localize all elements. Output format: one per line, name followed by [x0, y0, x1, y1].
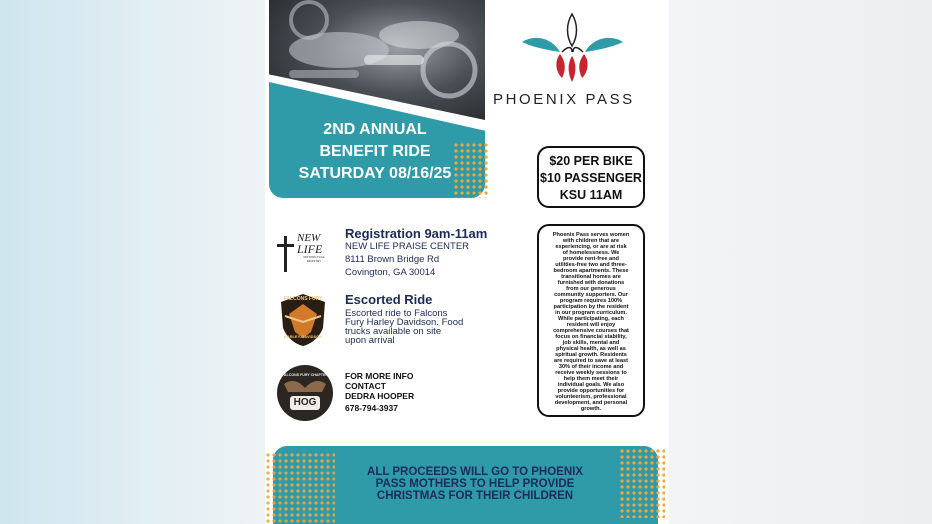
registration-heading: Registration 9am-11am — [345, 226, 488, 241]
about-line: job skills, mental and — [562, 340, 620, 346]
escort-desc-line: trucks available on site — [345, 326, 442, 337]
about-line: 30% of their income and — [558, 364, 624, 370]
about-line: in our program curriculum. — [555, 310, 627, 316]
about-line: are required to save at least — [554, 358, 628, 364]
about-line: While participating, each — [558, 316, 624, 322]
about-line: growth. — [580, 406, 602, 412]
escort-desc-line: Escorted ride to Falcons — [345, 308, 448, 319]
escort-desc-line: Fury Harley Davidson. Food — [345, 317, 464, 328]
escort-desc-line: upon arrival — [345, 335, 395, 346]
footer-line: CHRISTMAS FOR THEIR CHILDREN — [376, 490, 574, 502]
contact-line: DEDRA HOOPER — [345, 391, 415, 401]
about-line: of homelessness. We — [562, 250, 620, 256]
about-line: utilities-free two and three- — [555, 262, 627, 268]
about-line: transitional homes are — [561, 274, 621, 280]
event-title-line: 2ND ANNUAL — [323, 121, 427, 138]
about-line: volunteerism, professional — [555, 394, 627, 400]
venue-city: Covington, GA 30014 — [345, 267, 436, 278]
about-line: bedroom apartments. These — [553, 268, 629, 274]
about-line: Phoenix Pass serves women — [552, 232, 630, 238]
event-title — [275, 119, 475, 185]
brand-name: PHOENIX PASS — [493, 91, 635, 108]
about-line: provide rent-free and — [563, 256, 619, 262]
footer-line: PASS MOTHERS TO HELP PROVIDE — [375, 478, 575, 490]
contact-line: FOR MORE INFO — [345, 371, 414, 381]
hog-badge-icon — [276, 364, 334, 422]
footer-text — [305, 466, 645, 502]
falcon-shield-icon — [277, 292, 329, 348]
falcons-fury-logo-bottom: HARLEY-DAVIDSON — [283, 334, 323, 339]
about-line: comprehensive courses that — [553, 328, 629, 334]
price-line: KSU 11AM — [559, 188, 623, 202]
venue-name: NEW LIFE PRAISE CENTER — [345, 241, 470, 252]
falcons-fury-logo-top: FALCONS FURY — [283, 296, 323, 302]
cross-icon — [275, 230, 330, 276]
event-title-line: BENEFIT RIDE — [319, 143, 431, 160]
about-line: with children that are — [562, 238, 620, 244]
hog-logo-top: FALCONS FURY CHAPTER — [281, 373, 329, 377]
event-title-line: SATURDAY 08/16/25 — [298, 165, 452, 182]
about-line: spiritual growth. Residents — [555, 352, 627, 358]
about-line: participation by the resident — [553, 304, 629, 310]
new-life-logo-main: LIFE — [297, 242, 323, 256]
about-line: from our generous — [566, 286, 616, 292]
price-line: $10 PASSENGER — [540, 171, 642, 185]
escort-heading: Escorted Ride — [345, 292, 433, 307]
price-box — [537, 146, 645, 208]
footer-line: ALL PROCEEDS WILL GO TO PHOENIX — [367, 466, 583, 478]
venue-street: 8111 Brown Bridge Rd — [345, 254, 440, 265]
about-line: focus on financial stability, — [555, 334, 627, 340]
about-line: receive weekly sessions to — [555, 370, 627, 376]
about-line: individual goals. We also — [557, 382, 625, 388]
about-line: experiencing, or are at risk — [555, 244, 627, 250]
about-line: furnished with donations — [557, 280, 625, 286]
about-line: program requires 100% — [559, 298, 623, 304]
new-life-logo-sub: MOTORCYCLE MINISTRY — [303, 255, 325, 263]
about-line: resident will enjoy — [566, 322, 616, 328]
about-line: provide opportunities for — [557, 388, 625, 394]
new-life-logo-top: NEW — [297, 232, 321, 244]
about-line: help them meet their — [563, 376, 619, 382]
flyer — [265, 0, 669, 524]
about-line: community supporters. Our — [554, 292, 628, 298]
about-box — [537, 224, 645, 417]
about-line: development, and personal — [554, 400, 628, 406]
hog-logo-main: HOG — [293, 397, 317, 408]
price-line: $20 PER BIKE — [549, 154, 633, 168]
contact-phone: 678-794-3937 — [345, 403, 398, 413]
about-line: physical health, as well as — [556, 346, 626, 352]
contact-line: CONTACT — [345, 381, 386, 391]
